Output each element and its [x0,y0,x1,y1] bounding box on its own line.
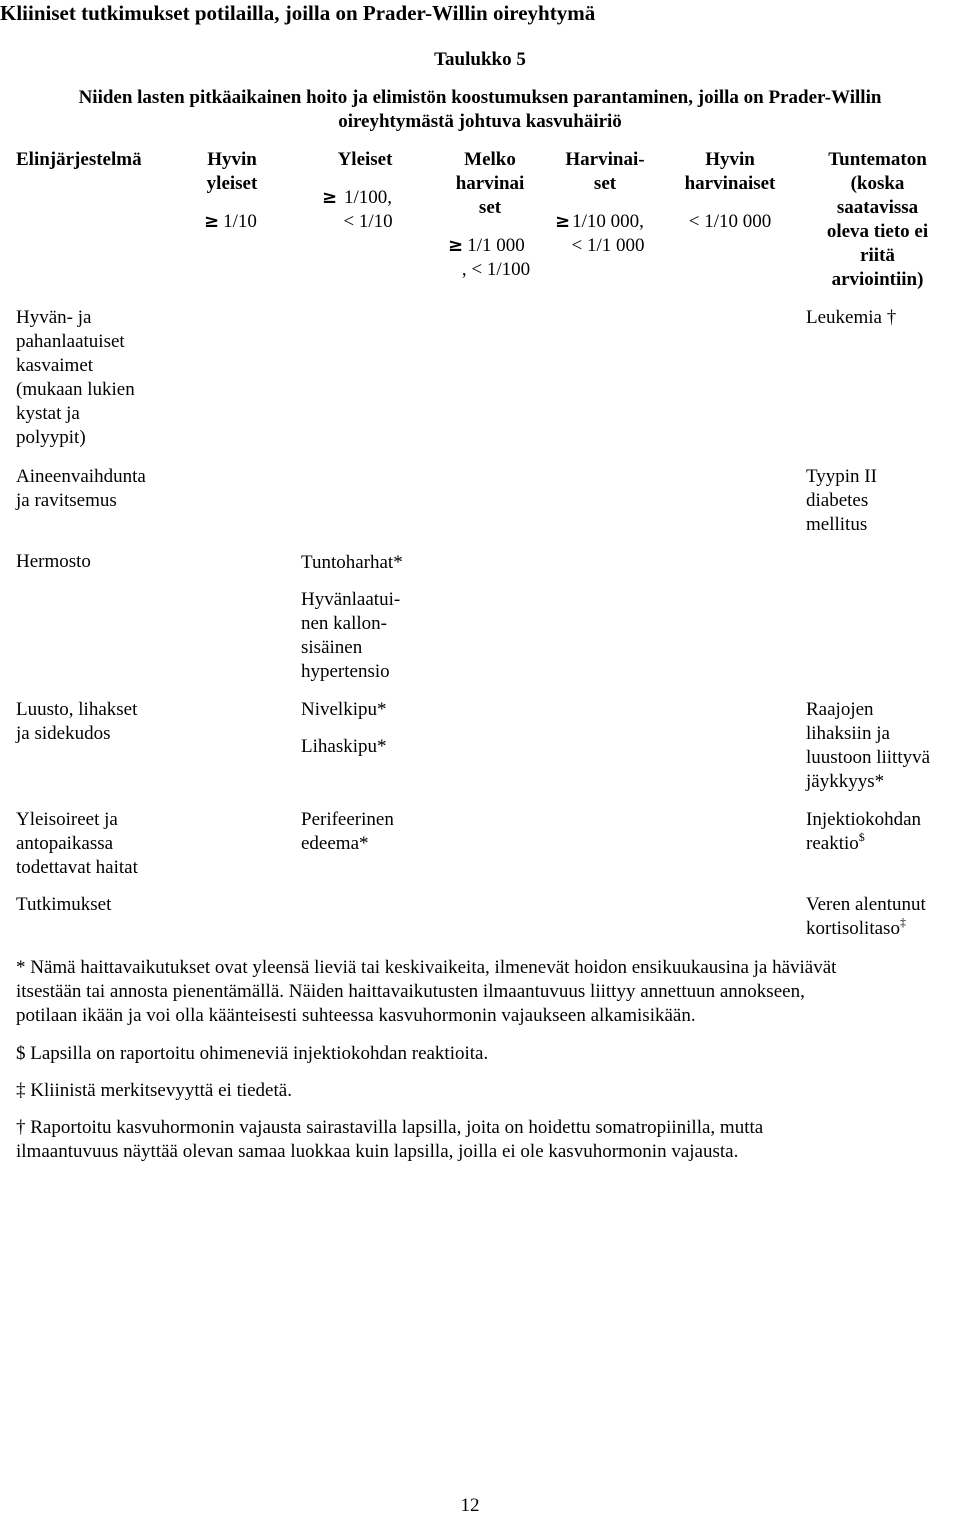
geq-icon: ≥ [555,211,571,232]
header-very-common: Hyvin yleiset [206,149,258,194]
cell-common-general: Perifeerinen edeema* [301,809,394,854]
geq-icon: ≥ [448,235,464,256]
footnote-dollar: $ Lapsilla on raportoitu ohimeneviä injektiokohdan reaktioita. [16,1043,489,1064]
footnote-star: * Nämä haittavaikutukset ovat yleensä lieviä tai keskivaikeita, ilmenevät hoidon ensikuukausina ja häviävät itsestään tai annosta pienentämällä. Näiden haittavaikutusten ilmaantuvuus liittyy annettuun annokseen, potilaan ikään ja voi olla käänteisesti suhteessa kasvuhormonin vajaukseen alkamisikään. [16,957,837,1026]
header-uncommon: Melko harvinai set [455,149,525,218]
header-unknown: Tuntematon (koska saatavissa oleva tieto ei riitä arviointiin) [826,149,929,290]
header-uncommon-freq: ≥ 1/1 000 , < 1/100 [448,235,531,280]
row-system-musculo: Luusto, lihakset ja sidekudos [16,699,138,744]
geq-icon: ≥ [322,187,338,208]
row-system-neoplasms: Hyvän- ja pahanlaatuiset kasvaimet (mukaan lukien kystat ja polyypit) [16,307,135,448]
table-caption: Niiden lasten pitkäaikainen hoito ja elimistön koostumuksen parantaminen, joilla on Prader-Willin oireyhtymästä johtuva kasvuhäiriö [78,87,882,132]
header-rare: Harvinai- set [565,149,645,194]
header-common: Yleiset [337,149,393,170]
header-very-common-freq: ≥ 1/10 [204,211,257,232]
header-very-rare-freq: < 1/10 000 [688,211,772,232]
cell-unknown-general: Injektiokohdan reaktio$ [806,809,922,854]
cell-unknown-investigations: Veren alentunut kortisolitaso‡ [806,894,926,939]
running-title: Kliiniset tutkimukset potilailla, joilla on Prader-Willin oireyhtymä [0,1,596,25]
cell-common-nervous-2: Hyvänlaatui- nen kallon- sisäinen hypertensio [301,589,401,682]
row-system-metabolism: Aineenvaihdunta ja ravitsemus [16,466,146,511]
cell-unknown-neoplasms: Leukemia † [806,307,897,328]
cell-common-nervous-1: Tuntoharhat* [301,552,403,573]
footnote-ddagger: ‡ Kliinistä merkitsevyyttä ei tiedetä. [16,1080,292,1101]
page-number: 12 [460,1495,480,1516]
footnote-mark-dollar: $ [858,830,865,844]
cell-common-musculo-2: Lihaskipu* [301,736,387,757]
header-common-freq: ≥ 1/100, < 1/10 [322,187,393,232]
header-very-rare: Hyvin harvinaiset [684,149,776,194]
row-system-investigations: Tutkimukset [16,894,112,915]
header-system: Elinjärjestelmä [16,149,142,170]
cell-unknown-metabolism: Tyypin II diabetes mellitus [806,466,877,535]
header-rare-freq: ≥ 1/10 000, < 1/1 000 [555,211,645,256]
geq-icon: ≥ [204,211,220,232]
row-system-nervous: Hermosto [16,551,91,572]
row-system-general: Yleisoireet ja antopaikassa todettavat haitat [16,809,138,878]
cell-unknown-musculo: Raajojen lihaksiin ja luustoon liittyvä jäykkyys* [806,699,931,792]
cell-common-musculo-1: Nivelkipu* [301,699,387,720]
footnote-mark-ddagger: ‡ [899,915,906,929]
table-label: Taulukko 5 [434,49,526,70]
footnote-dagger: † Raportoitu kasvuhormonin vajausta sairastavilla lapsilla, joita on hoidettu somatropiinilla, mutta ilmaantuvuus näyttää olevan samaa luokkaa kuin lapsilla, joilla ei ole kasvuhormonin vajausta. [16,1117,764,1162]
